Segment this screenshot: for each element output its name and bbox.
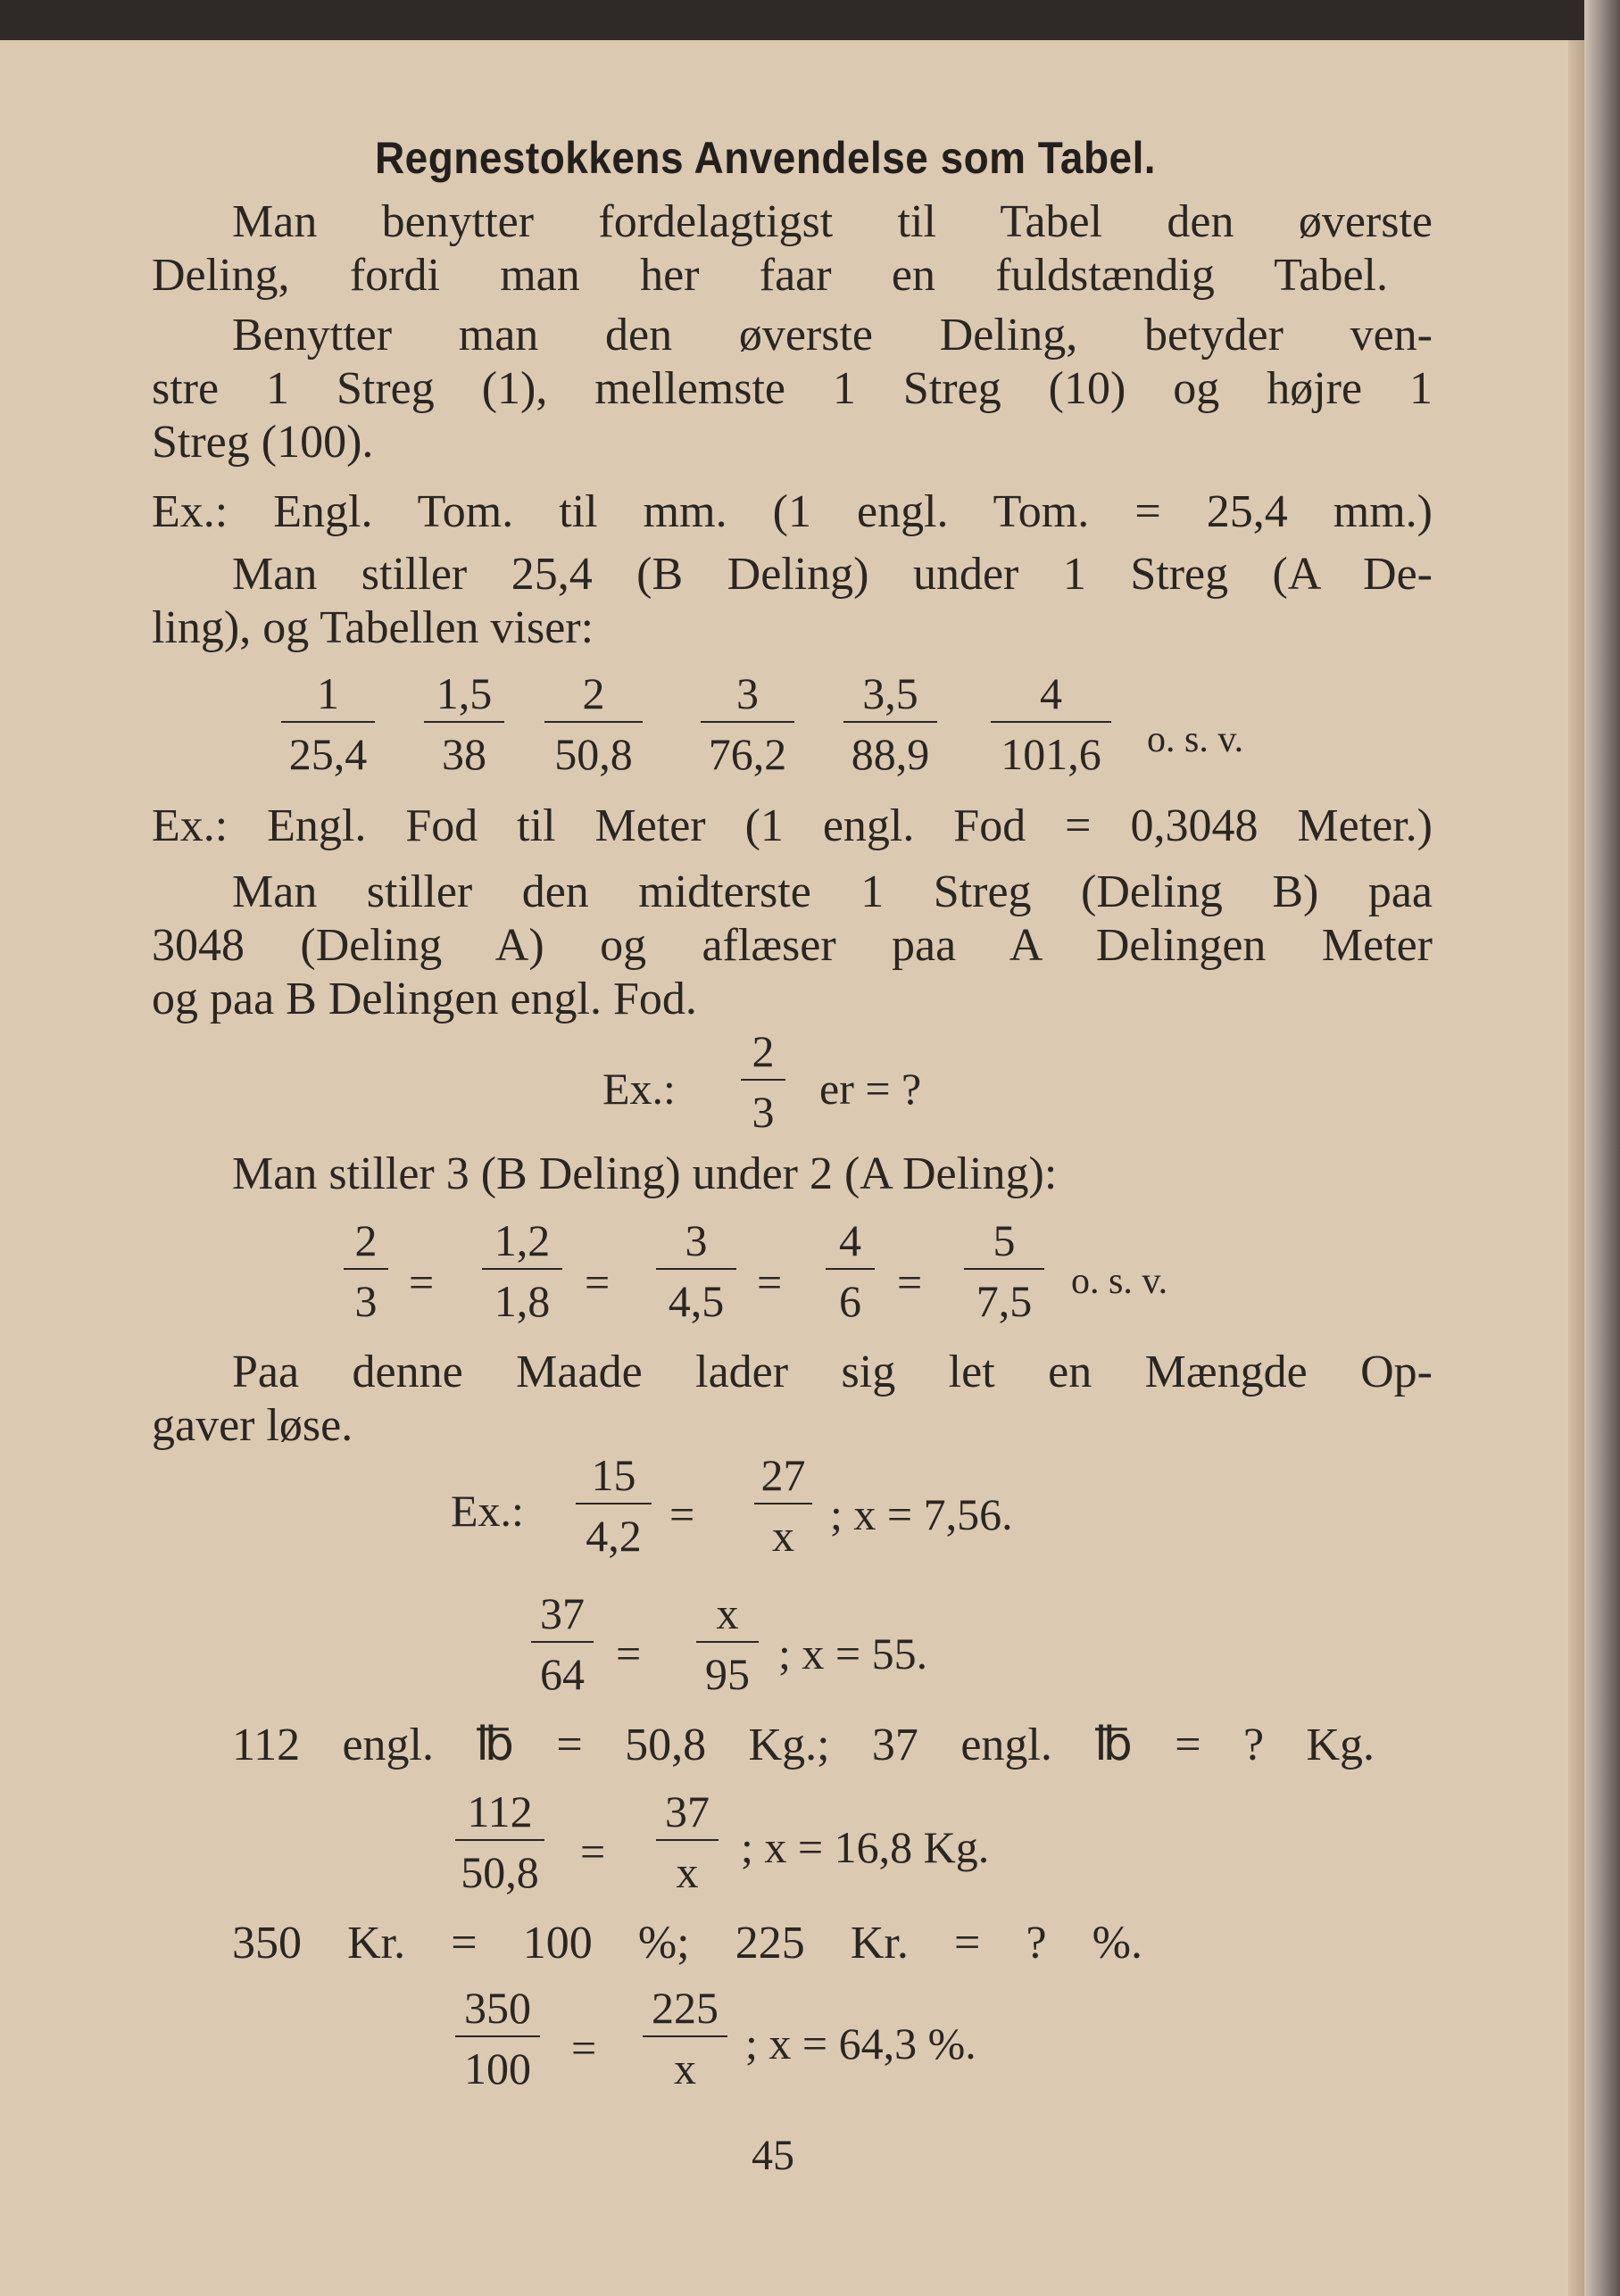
example4-prefix: Ex.: bbox=[451, 1486, 524, 1536]
top-edge bbox=[0, 0, 1620, 40]
numerator: 1 bbox=[317, 668, 339, 718]
denominator: x bbox=[674, 2043, 696, 2093]
example4-fraction-right bbox=[754, 1450, 812, 1561]
para5-line: Man stiller 3 (B Deling) under 2 (A Deling): bbox=[232, 1148, 1058, 1199]
numerator: 1,5 bbox=[436, 668, 493, 718]
page-title: Regnestokkens Anvendelse som Tabel. bbox=[375, 133, 1157, 183]
example3-suffix: er = ? bbox=[819, 1064, 922, 1114]
numerator: 350 bbox=[464, 1983, 531, 2033]
numerator: 37 bbox=[665, 1786, 710, 1836]
denominator: 76,2 bbox=[708, 729, 787, 779]
equals-sign: = bbox=[669, 1489, 695, 1539]
table1-etc: o. s. v. bbox=[1147, 719, 1244, 760]
pound-line: 112 engl. ℔ = 50,8 Kg.; 37 engl. ℔ = ? Kg. bbox=[232, 1720, 1375, 1770]
krone-line: 350 Kr. = 100 %; 225 Kr. = ? %. bbox=[232, 1918, 1142, 1969]
example4-result: ; x = 7,56. bbox=[830, 1489, 1013, 1539]
example5-fraction-left bbox=[531, 1588, 594, 1699]
denominator: 25,4 bbox=[288, 729, 368, 779]
table1-fraction bbox=[424, 668, 504, 779]
example6-result: ; x = 16,8 Kg. bbox=[741, 1822, 990, 1872]
numerator: 27 bbox=[760, 1450, 806, 1500]
table2-fraction bbox=[344, 1215, 388, 1326]
denominator: 101,6 bbox=[1001, 729, 1101, 779]
numerator: 4 bbox=[1040, 668, 1062, 718]
denominator: 50,8 bbox=[554, 729, 633, 779]
denominator: 88,9 bbox=[851, 729, 930, 779]
equals-sign: = bbox=[757, 1257, 783, 1307]
denominator: 3 bbox=[354, 1276, 378, 1326]
equals-sign: = bbox=[571, 2023, 597, 2073]
para6-line2: gaver løse. bbox=[152, 1400, 353, 1451]
denominator: 50,8 bbox=[461, 1847, 539, 1897]
denominator: 7,5 bbox=[976, 1276, 1033, 1326]
numerator: 5 bbox=[993, 1215, 1016, 1265]
para1-line1: Man benytter fordelagtigst til Tabel den øverste bbox=[232, 196, 1433, 247]
table1-fraction bbox=[544, 668, 643, 779]
example7-fraction-right bbox=[643, 1985, 727, 2091]
denominator: 95 bbox=[705, 1649, 750, 1699]
numerator: 3 bbox=[736, 668, 759, 718]
para6-line1: Paa denne Maade lader sig let en Mængde Op- bbox=[232, 1347, 1433, 1397]
table2-fraction bbox=[656, 1215, 736, 1326]
para4-line2: 3048 (Deling A) og aflæser paa A Delingen Meter bbox=[152, 920, 1433, 971]
equals-sign: = bbox=[580, 1827, 606, 1877]
numerator: 2 bbox=[354, 1215, 378, 1265]
numerator: x bbox=[716, 1588, 739, 1638]
denominator: 64 bbox=[540, 1649, 585, 1699]
numerator: 2 bbox=[752, 1026, 775, 1076]
table1-fraction bbox=[843, 668, 937, 779]
example3-prefix: Ex.: bbox=[602, 1064, 676, 1114]
example1-line: Ex.: Engl. Tom. til mm. (1 engl. Tom. = 25,4 mm.) bbox=[152, 486, 1433, 537]
table1-fraction bbox=[991, 668, 1111, 779]
denominator: x bbox=[772, 1511, 794, 1561]
numerator: 15 bbox=[591, 1450, 636, 1500]
table2-fraction bbox=[964, 1215, 1044, 1326]
denominator: 4,5 bbox=[668, 1276, 725, 1326]
para4-line1: Man stiller den midterste 1 Streg (Deling B) paa bbox=[232, 866, 1433, 917]
denominator: x bbox=[676, 1847, 699, 1897]
para2-line3: Streg (100). bbox=[152, 417, 374, 468]
example2-line: Ex.: Engl. Fod til Meter (1 engl. Fod = 0,3048 Meter.) bbox=[152, 800, 1433, 851]
denominator: 38 bbox=[442, 729, 486, 779]
numerator: 225 bbox=[652, 1983, 719, 2033]
example7-fraction-left bbox=[455, 1985, 540, 2091]
denominator: 3 bbox=[752, 1087, 775, 1137]
table1-fraction bbox=[281, 668, 375, 779]
numerator: 3 bbox=[685, 1215, 708, 1265]
numerator: 112 bbox=[467, 1786, 533, 1836]
equals-sign: = bbox=[897, 1257, 923, 1307]
example6-fraction-right bbox=[656, 1786, 719, 1897]
example4-fraction-left bbox=[576, 1450, 652, 1561]
equals-sign: = bbox=[616, 1629, 642, 1678]
page-number: 45 bbox=[752, 2132, 794, 2179]
table2-fraction bbox=[482, 1215, 562, 1326]
example7-result: ; x = 64,3 %. bbox=[745, 2018, 976, 2068]
numerator: 2 bbox=[582, 668, 605, 718]
example5-result: ; x = 55. bbox=[778, 1629, 928, 1678]
para4-line3: og paa B Delingen engl. Fod. bbox=[152, 974, 697, 1024]
para3-line2: ling), og Tabellen viser: bbox=[152, 602, 594, 653]
table1-fraction bbox=[701, 668, 794, 779]
numerator: 3,5 bbox=[862, 668, 918, 718]
para1-line2: Deling, fordi man her faar en fuldstændig Tabel. bbox=[152, 250, 1388, 301]
para3-line1: Man stiller 25,4 (B Deling) under 1 Streg (A De- bbox=[232, 549, 1433, 600]
para2-line2: stre 1 Streg (1), mellemste 1 Streg (10) og højre 1 bbox=[152, 363, 1433, 414]
numerator: 1,2 bbox=[494, 1215, 551, 1265]
denominator: 4,2 bbox=[586, 1511, 642, 1561]
book-spine bbox=[1584, 0, 1620, 2296]
equals-sign: = bbox=[409, 1257, 435, 1307]
denominator: 100 bbox=[464, 2043, 531, 2093]
denominator: 6 bbox=[839, 1276, 861, 1326]
para2-line1: Benytter man den øverste Deling, betyder ven- bbox=[232, 310, 1433, 361]
example6-fraction-left bbox=[455, 1786, 544, 1897]
example3-fraction bbox=[741, 1026, 785, 1137]
numerator: 37 bbox=[540, 1588, 585, 1638]
example5-fraction-right bbox=[696, 1588, 759, 1699]
equals-sign: = bbox=[585, 1257, 611, 1307]
denominator: 1,8 bbox=[494, 1276, 551, 1326]
table2-fraction bbox=[826, 1215, 875, 1326]
table2-etc: o. s. v. bbox=[1071, 1261, 1168, 1302]
numerator: 4 bbox=[839, 1215, 861, 1265]
